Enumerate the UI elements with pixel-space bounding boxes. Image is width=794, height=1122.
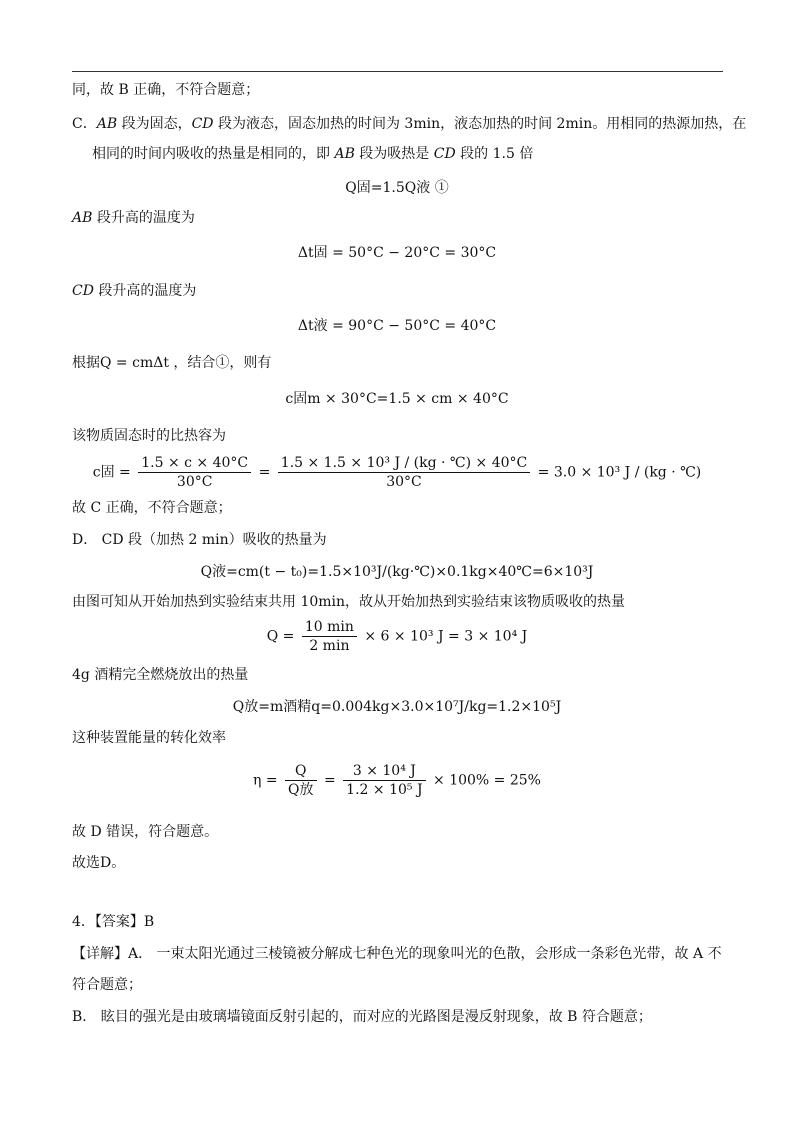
text-line: 故 C 正确，不符合题意；	[72, 500, 232, 516]
equation-6: Q液=cm(t − t₀)=1.5×10³J/(kg·℃)×0.1kg×40℃=6×10³J	[200, 564, 594, 580]
answer-heading: 4．【答案】B	[72, 914, 155, 930]
text-span: 相同的时间内吸收的热量是相同的，即	[92, 146, 335, 162]
denominator: Q放	[288, 782, 314, 798]
equation-3: Δt液 = 90°C − 50°C = 40°C	[297, 318, 497, 334]
equation-1: Q固=1.5Q液 ①	[345, 180, 449, 196]
item-label: C．	[72, 116, 97, 132]
text-line: B． 眩目的强光是由玻璃墙镜面反射引起的，而对应的光路图是漫反射现象，故 B 符合题意；	[72, 1009, 652, 1025]
text-line: 【详解】A． 一束太阳光通过三棱镜被分解成七种色光的现象叫光的色散，会形成一条彩色光带，故 A 不	[72, 946, 722, 962]
denominator: 1.2 × 10⁵ J	[346, 782, 423, 798]
denominator: 30°C	[176, 474, 213, 490]
text-line: 符合题意；	[72, 977, 142, 993]
header-rule	[72, 71, 723, 72]
text-line: 同，故 B 正确，不符合题意；	[72, 82, 260, 98]
text-span: 段升高的温度为	[92, 210, 195, 226]
fraction	[138, 454, 251, 491]
text-line	[72, 114, 746, 134]
segment-cd: CD	[433, 146, 456, 162]
eq-rhs: × 100% = 25%	[433, 772, 541, 789]
equation-9	[0, 762, 794, 799]
eq-rhs: = 3.0 × 10³ J / (kg · ℃)	[537, 464, 702, 481]
segment-cd: CD	[72, 283, 94, 299]
denominator: 30°C	[386, 474, 422, 490]
numerator: 1.5 × 1.5 × 10³ J / (kg · ℃) × 40°C	[278, 454, 530, 473]
text-line	[72, 281, 196, 301]
text-span: 段为吸热是	[354, 146, 434, 162]
fraction	[343, 762, 425, 799]
text-span: 段为液态，固态加热的时间为 3min，液态加热的时间 2min。用相同的热源加热，在	[213, 116, 747, 132]
text-span: 段的 1.5 倍	[455, 146, 534, 162]
equals-sign: =	[323, 772, 336, 789]
numerator: 10 min	[302, 618, 357, 637]
text-span: 段升高的温度为	[93, 283, 197, 299]
text-line: 由图可知从开始加热到实验结束共用 10min，故从开始加热到实验结束该物质吸收的热量	[72, 594, 626, 610]
segment-cd: CD	[191, 116, 214, 132]
eq-lhs: Q =	[266, 628, 295, 645]
text-line: 故选D。	[72, 855, 126, 871]
fraction	[278, 454, 530, 491]
eq-rhs: × 6 × 10³ J = 3 × 10⁴ J	[364, 628, 528, 645]
numerator: Q	[285, 762, 316, 781]
equation-2: Δt固 = 50°C − 20°C = 30°C	[297, 245, 497, 261]
numerator: 1.5 × c × 40°C	[138, 454, 251, 473]
text-span: 段为固态，	[117, 116, 192, 132]
text-line	[92, 144, 533, 164]
equation-4: c固m × 30°C=1.5 × cm × 40°C	[285, 391, 509, 407]
denominator: 2 min	[309, 638, 350, 654]
numerator: 3 × 10⁴ J	[343, 762, 425, 781]
eq-lhs: c固 =	[92, 464, 131, 481]
fraction	[302, 618, 357, 655]
segment-ab: AB	[96, 116, 118, 132]
text-line: 故 D 错误，符合题意。	[72, 824, 219, 840]
text-line: 根据Q = cmΔt ，结合①，则有	[72, 355, 272, 371]
equation-7	[0, 618, 794, 655]
text-line: D． CD 段（加热 2 min）吸收的热量为	[72, 532, 327, 548]
segment-ab: AB	[334, 146, 355, 162]
eq-lhs: η =	[253, 772, 278, 789]
text-line	[72, 208, 195, 228]
text-line: 该物质固态时的比热容为	[72, 428, 226, 444]
equation-8: Q放=m酒精q=0.004kg×3.0×10⁷J/kg=1.2×10⁵J	[232, 699, 562, 715]
fraction	[285, 762, 316, 799]
segment-ab: AB	[72, 210, 93, 226]
text-line: 4g 酒精完全燃烧放出的热量	[72, 667, 249, 683]
equation-5: c固 = $\frac{1.5 \times c \times 40^\circ C}{30^\circ C}$ = $\frac{\text{1.5 × 1.5 × 10³ J / (kg · ℃) × 40°C}}{30^\circ C}$ = 3.0 × 10³ J / (kg · ℃)	[92, 455, 702, 490]
text-line: 这种装置能量的转化效率	[72, 730, 226, 746]
